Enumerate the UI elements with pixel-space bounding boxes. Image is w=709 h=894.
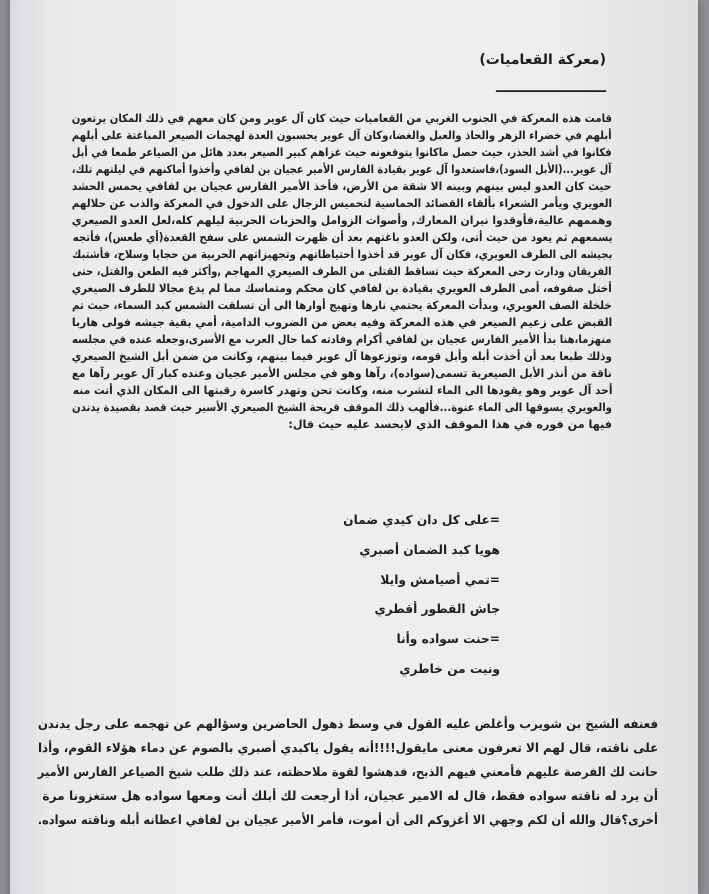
paragraph-line: على ناقته، قال لهم الا تعرفون معنى مايقول!!!!أنه يقول ياكبدي أصبري بالصوم عن دماء هؤلاء القوم، وأذا <box>37 741 658 755</box>
paragraph-line: الفريقان ودارت رحى المعركة حيث تساقط القتلى من الطرف الصيعري المهاجم ,وأكثر فيه الطعن والقتل، حتى <box>72 265 612 278</box>
paragraph-line: العويري ويأمر الشعراء بألقاء القصائد الحماسية لتحميس الرجال على الدخول في المعركة والذب عن حلالهم <box>71 197 612 210</box>
paragraph-line: ناقة من أنذر الأبل الصيعرية تسمى(سواده)، رآها وهو في مجلس الأمير عجيان وعنده كبار آل عوير رآها مع <box>72 367 612 380</box>
paragraph-line: وهممهم عالية،فأوقدوا نيران المعارك, وأصوات الزوامل والحزبات الحربية ليلهم كله،لعل العدو الصيعري <box>71 214 612 227</box>
poem-verse: =حنت سواده وأنا <box>396 632 500 646</box>
paragraph-line: حانت لك الفرصة عليهم فأمعني فيهم الذبح، فدهشوا لقوة ملاحظته، عند ذلك طلب شيخ الصياعر الفارس الأمير <box>37 765 658 779</box>
paragraph-line: منهزما،هنا بدأ الأمير الفارس عجيان بن لفافي أكرام وفادته كما حال العرب مع الأسرى،وجعله عنده في مجلسه <box>72 333 612 346</box>
paragraph-line: فيها من فوره في هذا الموقف الذي لايحسد عليه حيث قال: <box>288 418 612 431</box>
paragraph-line: أبلهم في خضراء الزهر والحاذ والعبل والغضا،وكان آل عوير يحسبون العدة لهجمات الصيعر المباغتة على أبلهم <box>72 129 612 142</box>
poem-verse: جاش القطور أقطري <box>374 602 500 616</box>
paragraph-line: أخرى؟قال والله أن لكم وجهي الا أغزوكم الى أن أموت، فأمر الأمير عجيان بن لفافي اعطانه أبله وناقته سواده. <box>37 813 658 827</box>
poem-verse: =تمي أصيامش وايلا <box>380 573 500 587</box>
paragraph-line: يسمعهم ثم يعود من حيث أتى، ولكن العدو باغتهم بعد أن ظهرت الشمس على سفح القعدة(أي طعس)، فأتجه <box>72 231 612 244</box>
paragraph-line: أحد آل عوير وهو يقودها الى الماء لتشرب منه، وكانت تحن وتهدر كاسرة رقبتها الى المكان الذي أتت منه <box>72 384 612 397</box>
paragraph-line: حيث كان العدو ليس بينهم وبينه الا شقة من الأرض، فأخذ الأمير الفارس عجيان بن لفافي يحمس الحشد <box>72 180 612 193</box>
paragraph-line: والعويري يسوقها الى الماء عنوة...فألهب ذلك الموقف قريحة الشيخ الصيعري الأسير حيث قصد بقصيدة يدندن <box>72 401 612 414</box>
paragraph-line: القبض على زعيم الصيعر في هذه المعركة وفيه بعض من الضروب الدامية، أمي بقية جيشه فولى هاربا <box>71 316 612 329</box>
document-title: (معركة القعاميات) <box>479 52 606 68</box>
paragraph-line: فعنفه الشيخ بن شويرب وأغلض عليه القول في وسط ذهول الحاضرين وسؤالهم عن تهجمه على رجل يدندن <box>37 717 658 731</box>
poem-verse: هويا كبد الضمان أصبري <box>359 543 500 557</box>
paragraph-line: أن يرد له ناقته سواده فقط، قال له الامير عجيان، أذا أرجعت لك أبلك أنت ومعها سواده هل ستغزونا مرة <box>42 789 658 803</box>
paragraph-line: فكانوا في أشد الحذر، حيث حصل ماكانوا يتوقعونه حيث غزاهم كبير الصيعر بعدد هائل من الصياعر طمعا في أبل <box>72 146 612 159</box>
title-separator: ـــــــــــــــــــــــ <box>495 80 606 96</box>
paragraph-line: آل عوير...(الأبل السود)،فاستعدوا آل عوير بقيادة الفارس الأمير عجيان بن لفافي وأخذوا أماكنهم في ليلتهم تلك، <box>72 163 612 176</box>
paragraph-line: خلخلة الصف العويري، وبدأت المعركة يحتمي نارها وتهيج أوارها الى أن تسلقت الشمس كبد السماء، حيث تم <box>72 299 612 312</box>
document-page <box>10 0 698 894</box>
paragraph-line: وذلك طبعا بعد أن أخذت أبله وأبل قومه، وتوزعوها آل عوير فيما بينهم، وكانت من ضمن أبل الشيخ الصيعري <box>71 350 612 363</box>
poem-verse: ونيت من خاطري <box>399 662 500 676</box>
paragraph-line: قامت هذه المعركة في الجنوب الغربي من القعاميات حيث كان آل عوير ومن كان معهم في ذلك المكان يرتعون <box>71 112 612 125</box>
poem-verse: =على كل دان كيدي ضمان <box>343 513 500 527</box>
paragraph-line: بجيشه الى الطرف العويري، فكان آل عوير قد أخذوا أحتياطاتهم وتجهيزاتهم الحربية من حجايا وسلاح، فأشتبك <box>71 248 612 261</box>
paragraph-line: أختل صفوفه، أمى الطرف العويري بقيادة بن لفافي كان محكم ومتماسك مما لم يدع مجالا للطرف الصيعري <box>71 282 612 295</box>
